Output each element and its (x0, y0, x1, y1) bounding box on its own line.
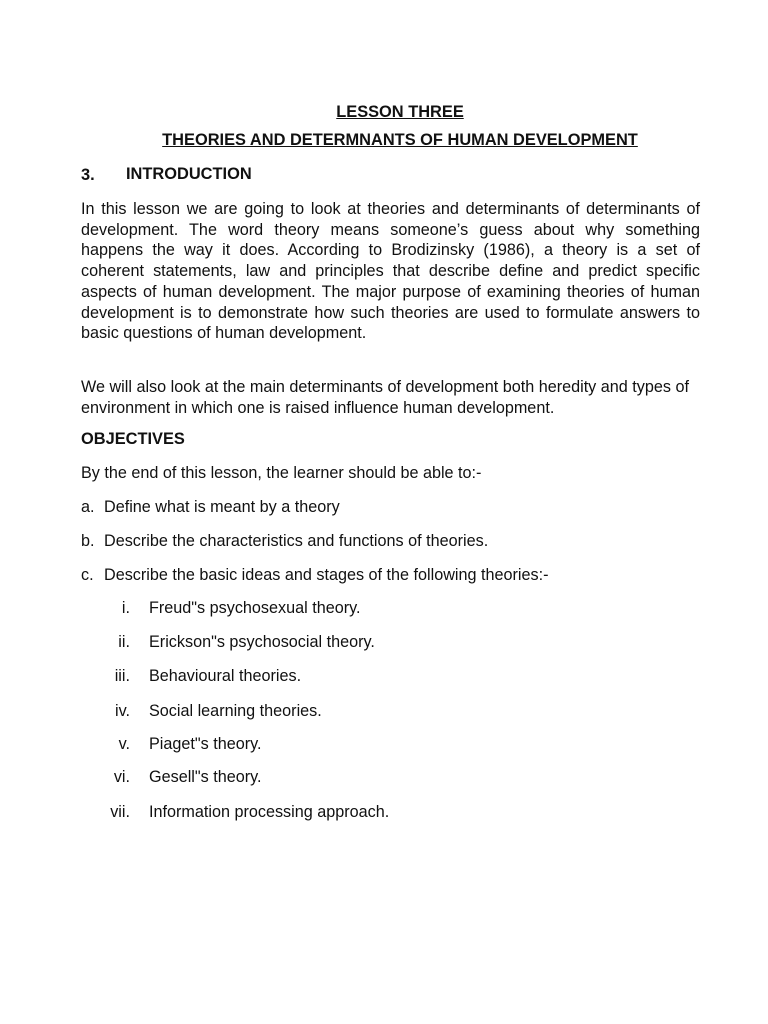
objective-letter: a. (81, 498, 95, 516)
objective-letter: c. (81, 566, 94, 584)
intro-paragraph-1: In this lesson we are going to look at theories and determinants of determinants of development. The word theory means someone’s guess about why something happens the way it does. According to Brodizinsky (1986), a theory is a set of coherent statements, law and principles that describe define and predict specific aspects of human development. The major purpose of examining theories of human development is to demonstrate how such theories are used to formulate answers to basic questions of human development. (81, 200, 700, 343)
objective-item (81, 532, 488, 551)
objective-item (81, 566, 549, 585)
objectives-intro: By the end of this lesson, the learner should be able to:- (81, 464, 482, 482)
list-item-number: vi. (113, 768, 130, 786)
list-item-text: Information processing approach. (149, 803, 390, 821)
list-item-text: Behavioural theories. (149, 667, 302, 685)
objective-text: Describe the basic ideas and stages of the following theories:- (104, 566, 549, 584)
list-item-number: v. (118, 735, 130, 753)
list-item-number: iii. (114, 667, 130, 685)
list-item-number: iv. (115, 702, 130, 720)
list-item-text: Gesell"s theory. (149, 768, 262, 786)
objective-text: Define what is meant by a theory (104, 498, 340, 516)
list-item-number: i. (121, 599, 130, 617)
page-title: THEORIES AND DETERMNANTS OF HUMAN DEVELOPMENT (162, 131, 638, 149)
section-number: 3. (81, 166, 95, 184)
objective-letter: b. (81, 532, 95, 550)
list-item-text: Piaget"s theory. (149, 735, 262, 753)
list-item-text: Freud"s psychosexual theory. (149, 599, 361, 617)
intro-paragraph-2: We will also look at the main determinants of development both heredity and types of environment in which one is raised influence human development. (81, 378, 689, 417)
objectives-heading: OBJECTIVES (81, 430, 185, 448)
list-item-number: vii. (110, 803, 130, 821)
section-heading: INTRODUCTION (126, 165, 252, 183)
list-item-text: Erickson"s psychosocial theory. (149, 633, 375, 651)
lesson-label: LESSON THREE (336, 103, 464, 121)
objective-text: Describe the characteristics and functions of theories. (104, 532, 489, 550)
list-item-number: ii. (118, 633, 130, 651)
list-item-text: Social learning theories. (149, 702, 322, 720)
objective-item (81, 498, 340, 517)
